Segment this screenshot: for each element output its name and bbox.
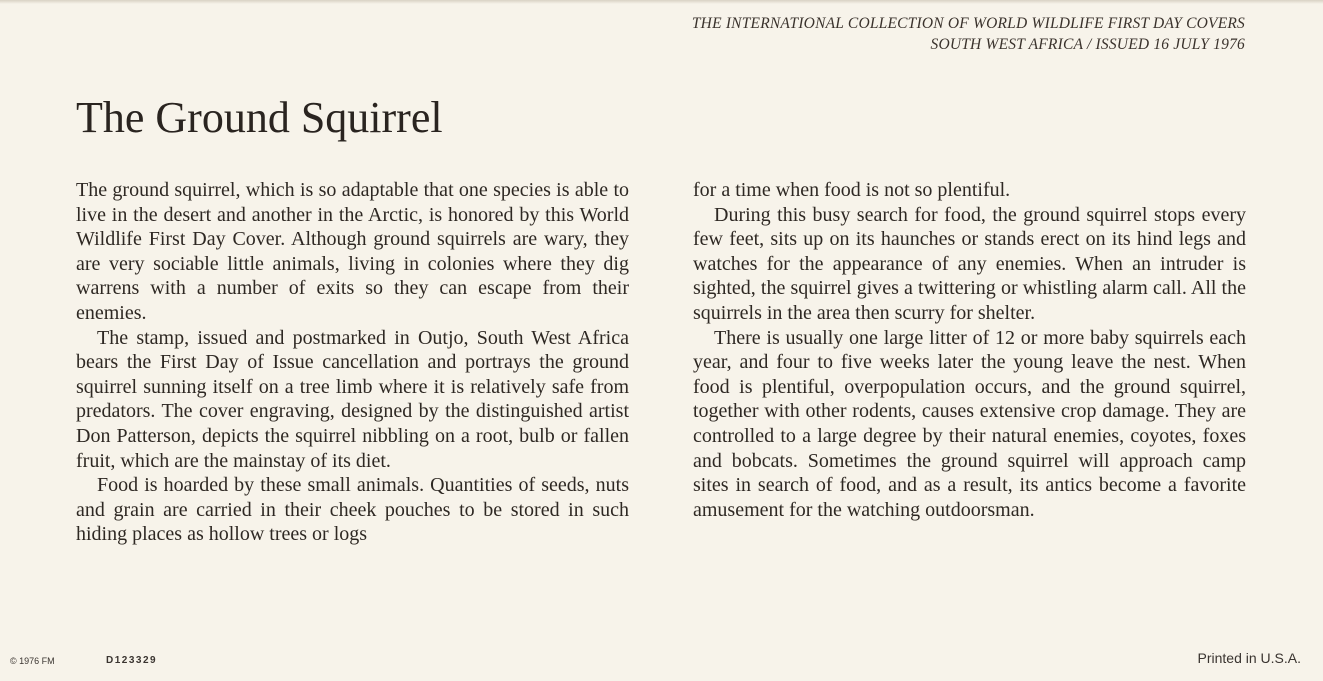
printed-in-note: Printed in U.S.A. <box>1197 650 1301 666</box>
right-column <box>693 178 1246 522</box>
page-title: The Ground Squirrel <box>76 93 443 142</box>
issue-line: SOUTH WEST AFRICA / ISSUED 16 JULY 1976 <box>930 36 1245 53</box>
catalog-code: D123329 <box>106 655 158 666</box>
paragraph-intro: The ground squirrel, which is so adaptable that one species is able to live in the desert and another in the Arctic, is honored by this World Wildlife First Day Cover. Although ground squirrels are wary, they are very sociable little animals, living in colonies where they dig warrens with a number of exits so they can escape from their enemies. <box>76 179 629 324</box>
paragraph-continued: for a time when food is not so plentiful. <box>693 179 1011 201</box>
left-column <box>76 178 629 547</box>
collection-header <box>692 13 1245 55</box>
paragraph-search: During this busy search for food, the ground squirrel stops every few feet, sits up on its haunches or stands erect on its hind legs and watches for the appearance of any enemies. When an intruder is sighted, the squirrel gives a twittering or whistling alarm call. All the squirrels in the area then scurry for shelter. <box>693 203 1246 324</box>
paragraph-stamp: The stamp, issued and postmarked in Outjo, South West Africa bears the First Day of Issue cancellation and portrays the ground squirrel sunning itself on a tree limb where it is relatively safe from predators. The cover engraving, designed by the distinguished artist Don Patterson, depicts the squirrel nibbling on a root, bulb or fallen fruit, which are the mainstay of its diet. <box>76 326 629 472</box>
collection-title: THE INTERNATIONAL COLLECTION OF WORLD WILDLIFE FIRST DAY COVERS <box>691 15 1245 32</box>
paragraph-litter: There is usually one large litter of 12 or more baby squirrels each year, and four to five weeks later the young leave the nest. When food is plentiful, overpopulation occurs, and the ground squirrel, together with other rodents, causes extensive crop damage. They are controlled to a large degree by their natural enemies, coyotes, foxes and bobcats. Sometimes the ground squirrel will approach camp sites in search of food, and as a result, its antics become a favorite amusement for the watching outdoorsman. <box>693 326 1246 521</box>
paragraph-food: Food is hoarded by these small animals. Quantities of seeds, nuts and grain are carried in their cheek pouches to be stored in such hiding places as hollow trees or logs <box>76 474 629 546</box>
copyright-note: © 1976 FM <box>10 656 55 666</box>
top-edge <box>0 0 1323 4</box>
